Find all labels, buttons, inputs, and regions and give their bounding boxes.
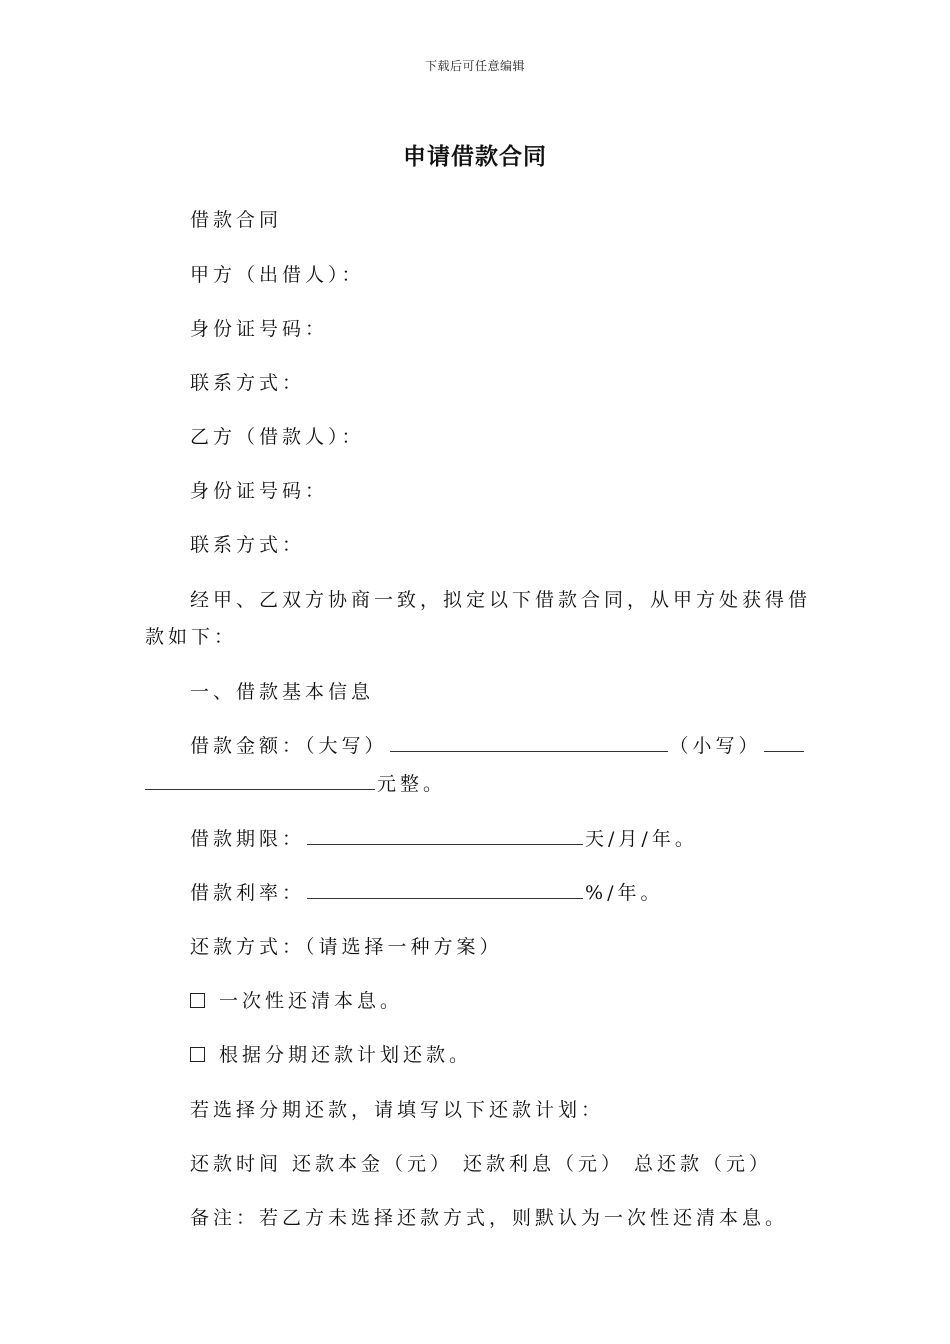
party-a-id-label: 身份证号码： — [190, 318, 329, 340]
document-title: 申请借款合同 — [403, 144, 547, 170]
loan-term-row — [190, 826, 698, 852]
installment-note: 若选择分期还款，请填写以下还款计划： — [190, 1099, 605, 1121]
loan-amount-row-continued — [145, 771, 446, 797]
loan-rate-label: 借款利率： — [190, 882, 306, 904]
section-heading: 一、借款基本信息 — [190, 681, 375, 703]
party-a-contact-label: 联系方式： — [190, 372, 306, 394]
schedule-table-header — [190, 1151, 772, 1177]
repayment-method-label: 还款方式：（请选择一种方案） — [190, 936, 503, 958]
loan-rate-row — [190, 880, 663, 906]
loan-amount-end: 元整。 — [377, 773, 447, 795]
remark-text: 备注：若乙方未选择还款方式，则默认为一次性还清本息。 — [190, 1207, 789, 1229]
loan-rate-blank[interactable] — [307, 880, 583, 899]
option-installments-label: 根据分期还款计划还款。 — [219, 1044, 473, 1066]
loan-amount-label: 借款金额：（大写） — [190, 735, 388, 757]
amount-words-blank[interactable] — [390, 733, 668, 752]
contract-subtitle: 借款合同 — [190, 209, 283, 231]
party-b-contact-label: 联系方式： — [190, 534, 306, 556]
party-a-label: 甲方（出借人）： — [190, 264, 365, 286]
party-b-label: 乙方（借款人）： — [190, 426, 365, 448]
party-b-id-label: 身份证号码： — [190, 480, 329, 502]
loan-term-label: 借款期限： — [190, 828, 306, 850]
intro-paragraph-line1: 经甲、乙双方协商一致，拟定以下借款合同，从甲方处获得借 — [190, 589, 812, 611]
repayment-option-lump-sum[interactable] — [190, 988, 403, 1014]
loan-rate-unit: %/年。 — [585, 882, 664, 904]
loan-amount-row — [190, 733, 806, 759]
repayment-option-installments[interactable] — [190, 1042, 472, 1068]
amount-figures-blank-continued[interactable] — [145, 771, 375, 790]
loan-term-blank[interactable] — [307, 826, 583, 845]
header-principal: 还款本金（元） — [292, 1153, 454, 1175]
option-lump-sum-label: 一次性还清本息。 — [219, 990, 404, 1012]
amount-figures-blank[interactable] — [764, 733, 804, 752]
loan-amount-small-label: （小写） — [669, 735, 762, 757]
header-interest: 还款利息（元） — [463, 1153, 625, 1175]
header-note: 下载后可任意编辑 — [424, 59, 525, 73]
header-repay-time: 还款时间 — [190, 1153, 283, 1175]
checkbox-icon[interactable] — [190, 993, 205, 1008]
loan-term-unit: 天/月/年。 — [585, 828, 698, 850]
checkbox-icon[interactable] — [190, 1047, 205, 1062]
intro-paragraph-line2: 款如下： — [145, 626, 238, 648]
header-total: 总还款（元） — [634, 1153, 773, 1175]
